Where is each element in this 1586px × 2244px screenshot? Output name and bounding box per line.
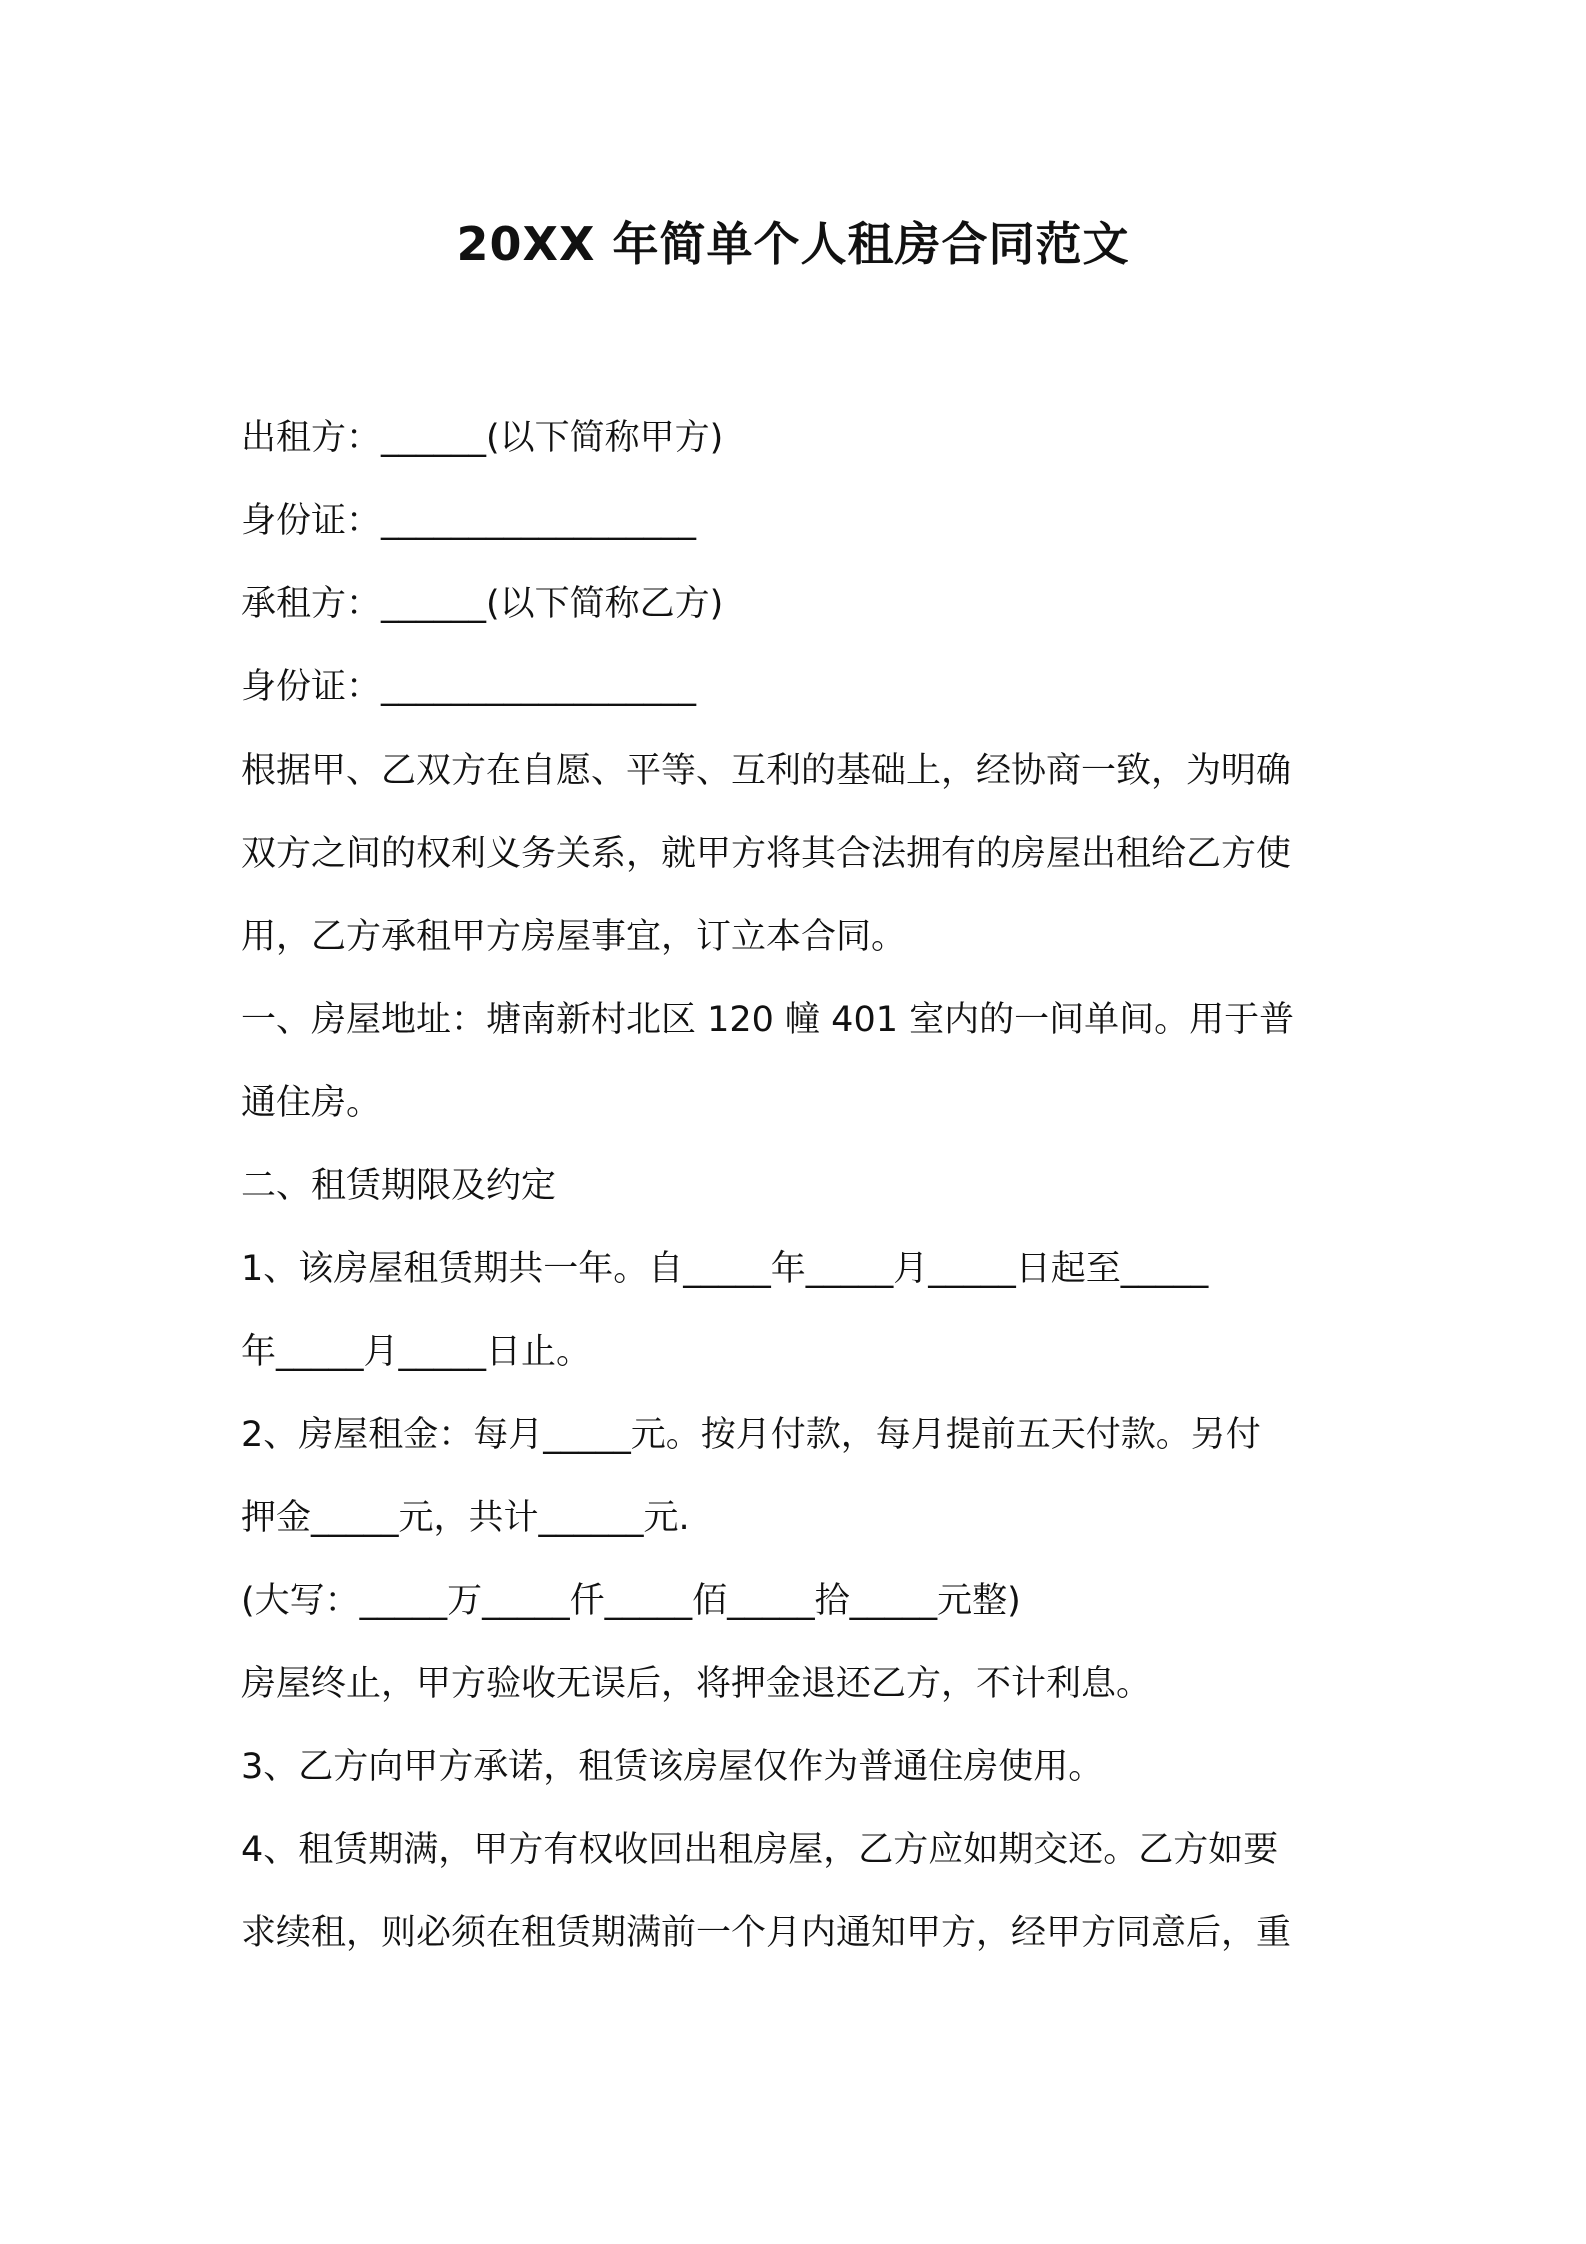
clause-3-line: 3、乙方向甲方承诺，租赁该房屋仅作为普通住房使用。 — [241, 1747, 1104, 1787]
document-title: 20XX 年简单个人租房合同范文 — [456, 217, 1130, 271]
section-1-line-1: 一、房屋地址：塘南新村北区 120 幢 401 室内的一间单间。用于普 — [241, 1000, 1295, 1040]
lessor-line: 出租方：______(以下简称甲方) — [241, 418, 724, 458]
section-2-heading: 二、租赁期限及约定 — [241, 1166, 557, 1206]
clause-2-capitals-line: (大写：_____万_____仟_____佰_____拾_____元整) — [241, 1581, 1021, 1621]
lessee-line: 承租方：______(以下简称乙方) — [241, 584, 724, 624]
preamble-line-1: 根据甲、乙双方在自愿、平等、互利的基础上，经协商一致，为明确 — [241, 751, 1292, 791]
preamble-line-2: 双方之间的权利义务关系，就甲方将其合法拥有的房屋出租给乙方使 — [241, 834, 1292, 874]
lessor-id-line: 身份证：__________________ — [241, 501, 697, 541]
clause-4-line-2: 求续租，则必须在租赁期满前一个月内通知甲方，经甲方同意后，重 — [241, 1913, 1292, 1953]
clause-1-line-1: 1、该房屋租赁期共一年。自_____年_____月_____日起至_____ — [241, 1249, 1209, 1289]
lessee-id-line: 身份证：__________________ — [241, 667, 697, 707]
clause-4-line-1: 4、租赁期满，甲方有权收回出租房屋，乙方应如期交还。乙方如要 — [241, 1830, 1279, 1870]
clause-2-line-1: 2、房屋租金：每月_____元。按月付款，每月提前五天付款。另付 — [241, 1415, 1261, 1455]
section-1-line-2: 通住房。 — [241, 1083, 382, 1123]
clause-1-line-2: 年_____月_____日止。 — [241, 1332, 592, 1372]
clause-2-line-2: 押金_____元，共计______元. — [241, 1498, 690, 1538]
preamble-line-3: 用，乙方承租甲方房屋事宜，订立本合同。 — [241, 917, 907, 957]
clause-2-termination-line: 房屋终止，甲方验收无误后，将押金退还乙方，不计利息。 — [241, 1664, 1152, 1704]
